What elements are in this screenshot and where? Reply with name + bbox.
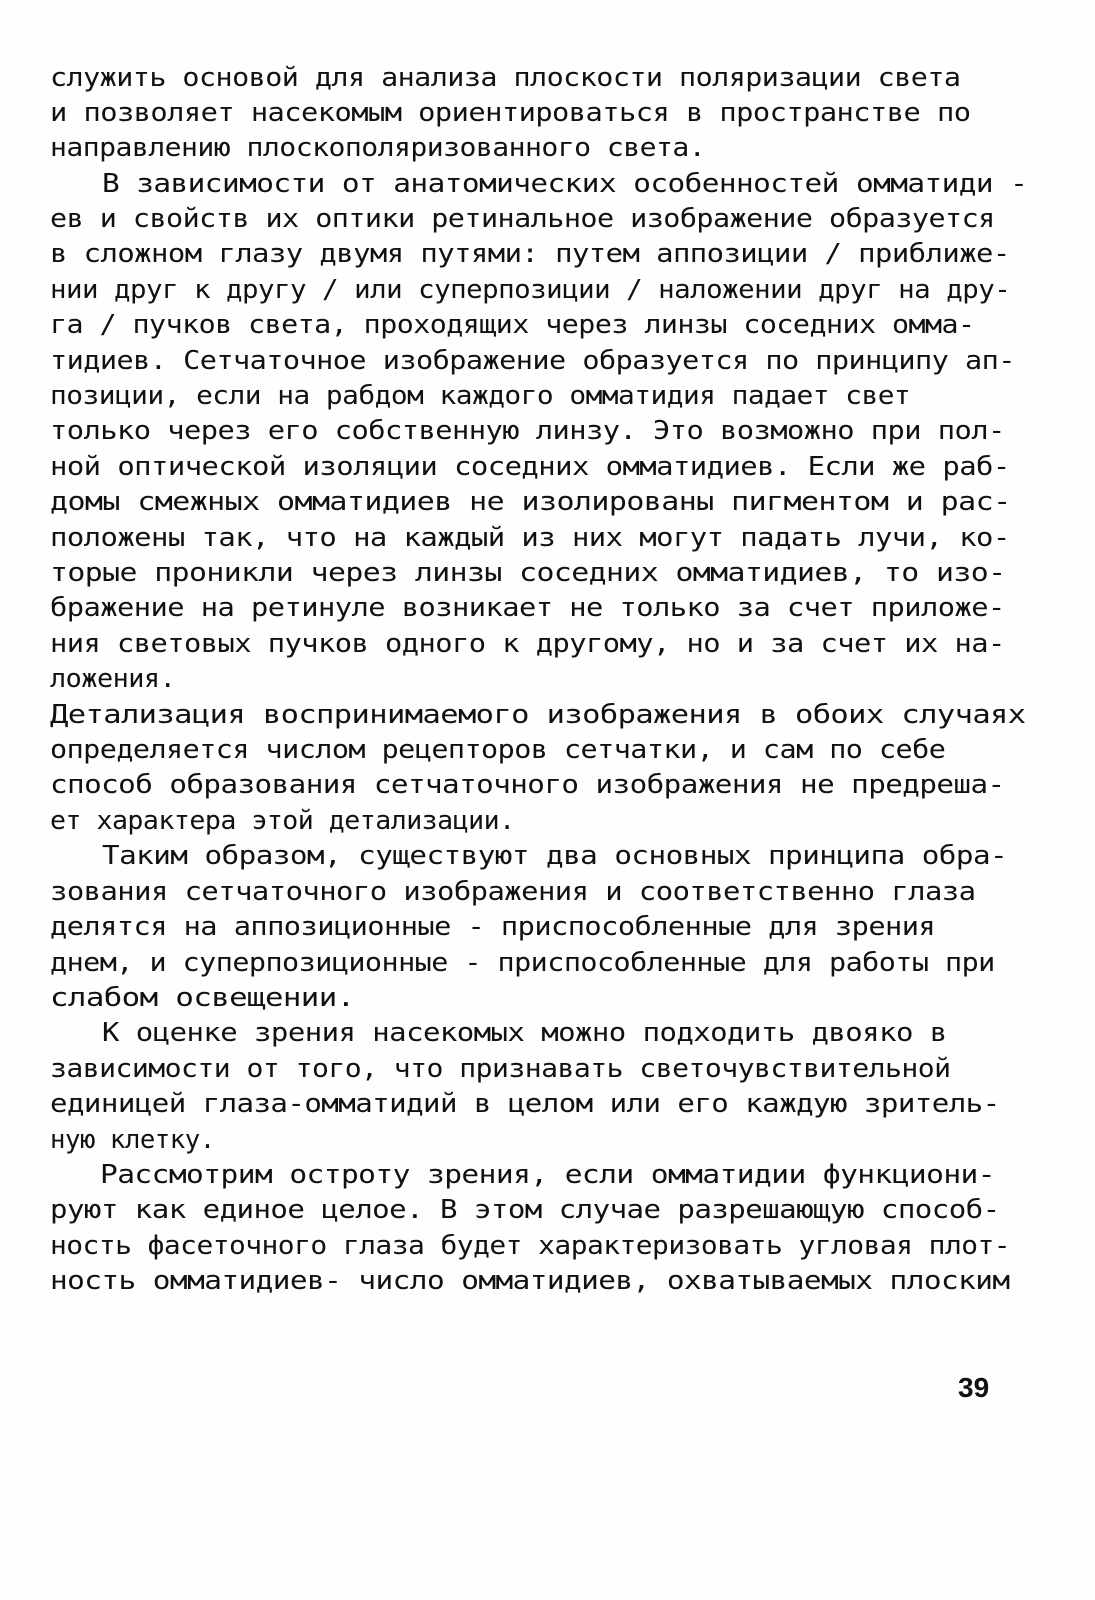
text-line: Таким образом, существуют два основных принципа обра- [102, 841, 1008, 871]
text-line: бражение на ретинуле возникает не только за счет приложе- [50, 593, 1005, 623]
text-line: руют как единое целое. В этом случае разрешающую способ- [50, 1195, 1000, 1225]
text-line: ложения. [50, 664, 176, 694]
text-line: в сложном глазу двумя путями: путем аппозиции / приближе- [50, 239, 1010, 269]
text-line: ность фасеточного глаза будет характеризовать угловая плот- [50, 1231, 1011, 1261]
text-line: ев и свойств их оптики ретинальное изображение образуется [50, 204, 995, 234]
text-line: способ образования сетчаточного изображения не предреша- [50, 770, 1005, 800]
text-line: нии друг к другу / или суперпозиции / наложении друг на дру- [50, 275, 1011, 305]
text-line: делятся на аппозиционные - приспособленные для зрения [50, 912, 936, 942]
text-line: определяется числом рецепторов сетчатки, и сам по себе [50, 735, 946, 765]
text-line: К оценке зрения насекомых можно подходить двояко в [102, 1018, 947, 1048]
text-line: и позволяет насекомым ориентироваться в пространстве по [50, 98, 971, 128]
text-line: В зависимости от анатомических особенностей омматиди - [102, 169, 1028, 199]
text-line: слабом освещении. [50, 983, 355, 1013]
text-line: позиции, если на рабдом каждого омматидия падает свет [50, 381, 911, 411]
text-line: зависимости от того, что признавать светочувствительной [50, 1054, 951, 1084]
text-line: единицей глаза-омматидий в целом или его каждую зритель- [50, 1089, 1000, 1119]
text-line: домы смежных омматидиев не изолированы пигментом и рас- [50, 487, 1011, 517]
text-line: ность омматидиев- число омматидиев, охватываемых плоским [50, 1266, 1010, 1296]
text-line: ной оптической изоляции соседних омматидиев. Если же раб- [50, 452, 1010, 482]
text-line: ную клетку. [50, 1125, 215, 1155]
text-line: га / пучков света, проходящих через линзы соседних омма- [50, 310, 975, 340]
text-line: только через его собственную линзу. Это возможно при пол- [50, 416, 1005, 446]
text-line: направлению плоскополяризованного света. [50, 133, 706, 163]
text-line: Детализация воспринимаемого изображения в обоих случаях [50, 700, 1026, 730]
text-line: положены так, что на каждый из них могут падать лучи, ко- [50, 523, 1010, 553]
text-line: ния световых пучков одного к другому, но и за счет их на- [50, 629, 1005, 659]
text-line: зования сетчаточного изображения и соответственно глаза [50, 877, 976, 907]
text-line: ет характера этой детализации. [50, 806, 515, 836]
text-line: Рассмотрим остроту зрения, если омматидии функциони- [100, 1160, 995, 1190]
text-line: торые проникли через линзы соседних омматидиев, то изо- [50, 558, 1006, 588]
page-number: 39 [958, 1372, 990, 1403]
text-line: днем, и суперпозиционные - приспособленные для работы при [50, 948, 995, 978]
text-line: служить основой для анализа плоскости поляризации света [50, 63, 961, 93]
text-line: тидиев. Сетчаточное изображение образуется по принципу ап- [50, 346, 1015, 376]
